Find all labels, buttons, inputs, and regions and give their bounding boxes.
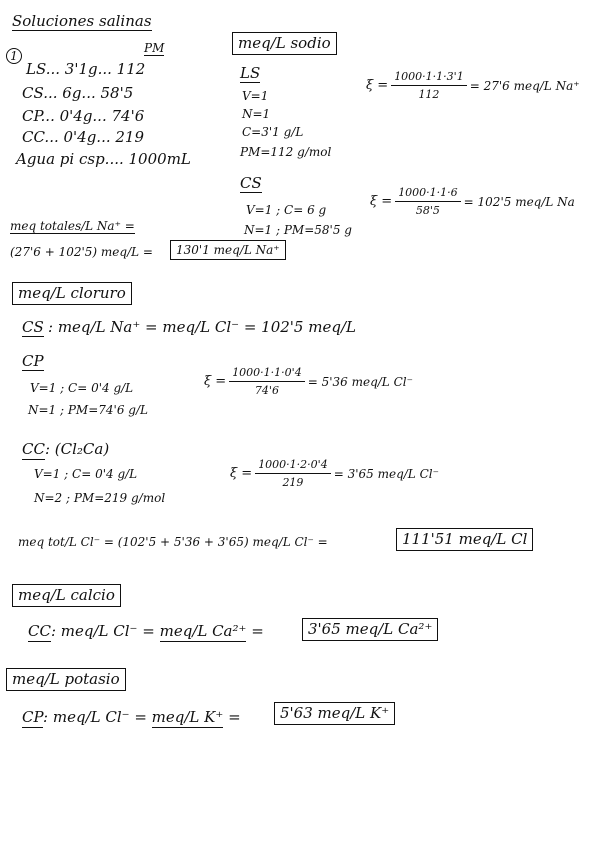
- cloruro-heading: meq/L cloruro: [12, 282, 132, 305]
- pm-header: PM: [144, 41, 165, 55]
- ls-formula-numerator: 1000·1·1·3'1: [391, 70, 467, 86]
- cloruro-cs-line: : meq/L Na⁺ = meq/L Cl⁻ = 102'5 meq/L: [48, 318, 356, 336]
- cs-formula: [370, 186, 575, 217]
- cloruro-total-expression: meq tot/L Cl⁻ = (102'5 + 5'36 + 3'65) meq/L Cl⁻ =: [18, 535, 328, 549]
- sodio-total-label: meq totales/L Na⁺ =: [10, 219, 135, 233]
- calcio-result: 3'65 meq/L Ca²⁺: [302, 618, 438, 641]
- cs-formula-lhs: ξ =: [370, 194, 393, 209]
- cc-formula-numerator: 1000·1·2·0'4: [255, 458, 331, 474]
- item-number: 1: [6, 48, 22, 64]
- ls-formula-lhs: ξ =: [366, 78, 389, 93]
- cs-label: CS: [240, 174, 262, 192]
- cc-param-vc: V=1 ; C= 0'4 g/L: [34, 467, 138, 481]
- ls-formula-denominator: 112: [418, 88, 440, 101]
- cs-formula-numerator: 1000·1·1·6: [395, 186, 460, 202]
- cc-heading-line: [22, 442, 109, 457]
- ingredient-agua: Agua pi csp.... 1000mL: [16, 150, 191, 168]
- cp-param-vc: V=1 ; C= 0'4 g/L: [30, 381, 134, 395]
- ingredient-cs: CS... 6g... 58'5: [22, 84, 134, 102]
- potasio-result: 5'63 meq/L K⁺: [274, 702, 395, 725]
- cp-formula-numerator: 1000·1·1·0'4: [229, 366, 305, 382]
- cp-formula: [204, 366, 413, 397]
- cc-param-npm: N=2 ; PM=219 g/mol: [34, 491, 166, 505]
- potasio-line: [22, 710, 241, 725]
- ingredient-cc: CC... 0'4g... 219: [22, 128, 145, 146]
- potasio-line-a: : meq/L Cl⁻ =: [43, 708, 147, 726]
- ingredient-ls: LS... 3'1g... 112: [26, 60, 146, 78]
- calcio-line: [28, 624, 264, 639]
- sodio-total-expression: (27'6 + 102'5) meq/L =: [10, 245, 153, 259]
- cc-formula-denominator: 219: [282, 476, 304, 489]
- potasio-heading: meq/L potasio: [6, 668, 126, 691]
- cs-formula-result: = 102'5 meq/L Na: [463, 194, 575, 209]
- cp-label: CP: [22, 352, 44, 370]
- calcio-heading: meq/L calcio: [12, 584, 121, 607]
- page-title: Soluciones salinas: [12, 12, 152, 30]
- cc-label: CC: [22, 440, 45, 458]
- calcio-line-a: : meq/L Cl⁻ =: [50, 622, 155, 640]
- sodio-heading: meq/L sodio: [232, 32, 337, 55]
- ls-param-v: V=1: [242, 89, 269, 103]
- cp-param-npm: N=1 ; PM=74'6 g/L: [28, 403, 148, 417]
- sodio-total-result: 130'1 meq/L Na⁺: [170, 240, 286, 260]
- cp-formula-result: = 5'36 meq/L Cl⁻: [307, 374, 413, 389]
- cs-formula-denominator: 58'5: [415, 204, 440, 217]
- ls-label: LS: [240, 64, 261, 82]
- cp-formula-lhs: ξ =: [204, 374, 227, 389]
- cc-formula-result: = 3'65 meq/L Cl⁻: [333, 466, 439, 481]
- cloruro-total-result: 111'51 meq/L Cl: [396, 528, 533, 551]
- ls-param-pm: PM=112 g/mol: [240, 145, 332, 159]
- calcio-line-b: meq/L Ca²⁺: [159, 622, 247, 640]
- ls-formula-result: = 27'6 meq/L Na⁺: [469, 78, 580, 93]
- cloruro-cs-label: CS: [22, 318, 44, 336]
- potasio-line-c: =: [228, 708, 241, 726]
- ls-param-c: C=3'1 g/L: [242, 125, 304, 139]
- ls-param-n: N=1: [242, 107, 271, 121]
- calcio-line-c: =: [251, 622, 264, 640]
- cp-formula-denominator: 74'6: [254, 384, 279, 397]
- cc-formula-compound: : (Cl₂Ca): [44, 440, 110, 458]
- calcio-cc-label: CC: [28, 622, 51, 640]
- cc-formula: [230, 458, 439, 489]
- cs-param-npm: N=1 ; PM=58'5 g: [244, 223, 352, 237]
- ingredient-cp: CP... 0'4g... 74'6: [22, 107, 145, 125]
- ls-formula: [366, 70, 580, 101]
- potasio-line-b: meq/L K⁺: [151, 708, 224, 726]
- potasio-cp-label: CP: [22, 708, 44, 726]
- cc-formula-lhs: ξ =: [230, 466, 253, 481]
- cs-param-vc: V=1 ; C= 6 g: [246, 203, 327, 217]
